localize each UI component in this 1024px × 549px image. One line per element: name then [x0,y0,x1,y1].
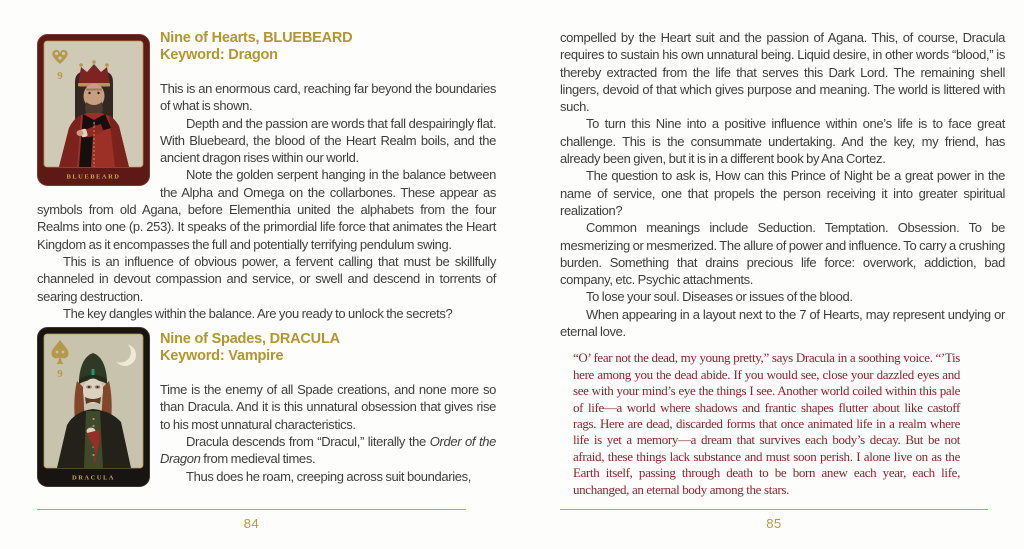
paragraph: This is an influence of obvious power, a fervent calling that must be skillfully channeled in devout compassion and service, or swell and descend in torrents of searing destruction. [37,253,496,304]
right-page-footer [560,509,988,533]
section-dracula [37,331,496,485]
paragraph: Thus does he roam, creeping across suit boundaries, [186,468,472,484]
paragraph: Dracula descends from “Dracul,” literally the Order of the Dragon from medieval times. [160,434,496,467]
paragraph: Common meanings include Seduction. Temptation. Obsession. To be mesmerizing or mesmerized. The allure of power and influence. To carry a crushing burden. Something that drains precious life force: overwork, addiction, bad company, etc. Psychic attachments. [560,220,1005,288]
paragraph: The key dangles within the balance. Are you ready to unlock the secrets? [63,305,453,321]
page-85 [512,0,1024,549]
paragraph: Note the golden serpent hanging in the balance between the Alpha and Omega on the collarbones. These appear as symbols from old Agana, before Elementhia united the alphabets from the four Realms into one (p. 253). It speaks of the primordial life force that animates the Heart Kingdom as it encompasses the full and potentially terrifying pendulum swing. [37,167,496,252]
page-number: 85 [766,516,782,531]
paragraph: To turn this Nine into a positive influence within one’s life is to face great challenge. This is the consummate undertaking. And the key, my friend, has already been given, but it is in a different book by Ana Cortez. [560,116,1005,167]
section-title: Nine of Spades, DRACULA [160,331,340,348]
card-rank: 9 [57,368,63,381]
card-rank: 9 [57,70,63,82]
paragraph: Depth and the passion are words that fall despairingly flat. With Bluebeard, the blood of the Heart Realm boils, and the ancient dragon rises within our world. [160,115,496,166]
card-name-label: BLUEBEARD [66,173,121,181]
card-name-label: DRACULA [72,474,115,482]
dracula-quote: “O’ fear not the dead, my young pretty,” says Dracula in a soothing voice. “’Tis here among you the dead abide. If you would see, close your dazzled eyes and see with your mind’s eye the things I see. Another world coiled within this pale of life—a world where shadows and frantic shapes flutter about like castoff rags. Here are dead, discarded forms that once animated life in a realm where life is yet a memory—a dream that survives each body’s decay. But be not afraid, these things lack substance and must soon perish. I alone live on as the Earth itself, passing through death to be born anew each year, each life, unchanged, an eternal body among the stars. [573,350,960,497]
bluebeard-card [37,34,150,186]
paragraph: Time is the enemy of all Spade creations, and none more so than Dracula. And it is this unnatural obsession that gives rise to his most unnatural characteristics. [160,382,496,432]
paragraph: To lose your soul. Diseases or issues of the blood. [586,289,853,305]
paragraph: When appearing in a layout next to the 7 of Hearts, may represent undying or eternal love. [560,306,1005,340]
section-bluebeard [37,30,496,322]
section-title: Nine of Hearts, BLUEBEARD [160,30,353,46]
dracula-card [37,327,150,487]
left-page-footer [37,509,466,533]
paragraph: compelled by the Heart suit and the passion of Agana. This, of course, Dracula requires to sustain his own unnatural being. Liquid desire, in other words “blood,” is thereby extracted from the life that serves this Dark Lord. The remaining shell lingers, devoid of that which gives purpose and meaning. The world is littered with such. [560,30,1005,115]
section-keyword: Keyword: Vampire [160,348,284,365]
section-keyword: Keyword: Dragon [160,47,278,63]
paragraph: This is an enormous card, reaching far beyond the boundaries of what is shown. [160,81,496,114]
paragraph: The question to ask is, How can this Prince of Night be a great power in the name of service, one that propels the person receiving it into greater spiritual realization? [560,168,1005,218]
page-number: 84 [243,516,260,531]
